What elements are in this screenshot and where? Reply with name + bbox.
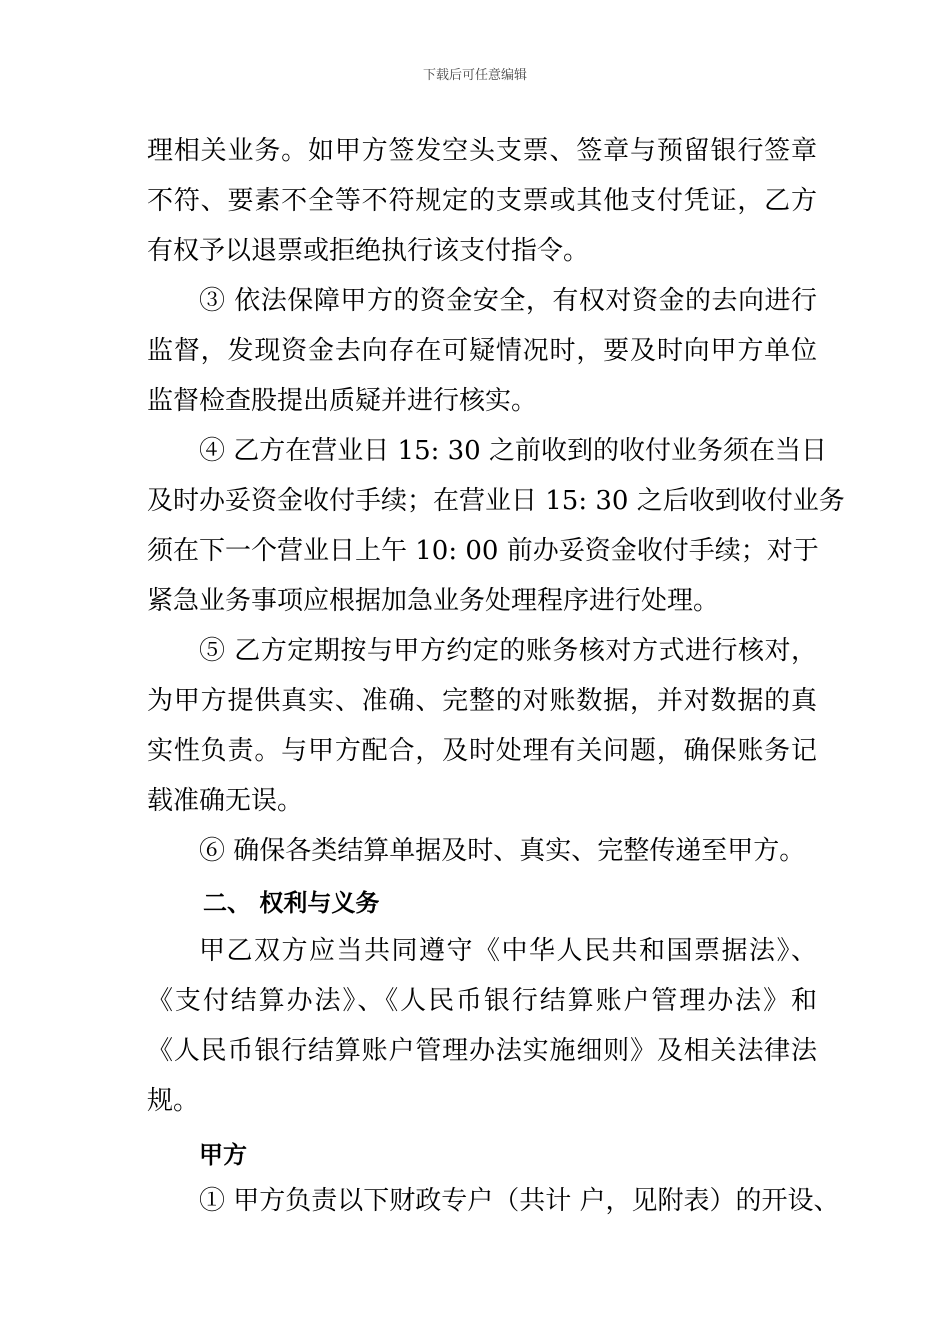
list-item-4-line: 紧急业务事项应根据加急业务处理程序进行处理。: [147, 586, 720, 616]
paragraph-line: 有权予以退票或拒绝执行该支付指令。: [147, 236, 590, 266]
document-body: [147, 126, 845, 1226]
list-item-4-line: 须在下一个营业日上午 10: 00 前办妥资金收付手续；对于: [147, 536, 819, 566]
list-item-6-line: ⑥ 确保各类结算单据及时、真实、完整传递至甲方。: [199, 836, 806, 866]
list-item-5-line: 为甲方提供真实、准确、完整的对账数据，并对数据的真: [147, 686, 817, 716]
laws-paragraph-line: 《支付结算办法》、《人民币银行结算账户管理办法》和: [147, 986, 817, 1016]
list-item-5-line: ⑤ 乙方定期按与甲方约定的账务核对方式进行核对，: [199, 636, 817, 666]
laws-paragraph-line: 甲乙双方应当共同遵守《中华人民共和国票据法》、: [199, 936, 817, 966]
list-item-5-line: 实性负责。与甲方配合，及时处理有关问题，确保账务记: [147, 736, 817, 766]
section-heading: 二、 权利与义务: [203, 889, 380, 917]
list-item-3-line: ③ 依法保障甲方的资金安全，有权对资金的去向进行: [199, 286, 817, 316]
list-item-5-line: 载准确无误。: [147, 786, 304, 816]
page-header: 下载后可任意编辑: [422, 68, 527, 83]
list-item-3-line: 监督检查股提出质疑并进行核实。: [147, 386, 538, 416]
laws-paragraph-line: 《人民币银行结算账户管理办法实施细则》及相关法律法: [147, 1036, 817, 1066]
party-a-heading: 甲方: [199, 1141, 247, 1169]
list-item-4-line: ④ 乙方在营业日 15: 30 之前收到的收付业务须在当日: [199, 436, 827, 466]
list-item-4-line: 及时办妥资金收付手续；在营业日 15: 30 之后收到收付业务: [147, 486, 845, 516]
list-item-3-line: 监督，发现资金去向存在可疑情况时，要及时向甲方单位: [147, 336, 817, 366]
list-item-1-line: ① 甲方负责以下财政专户（共计 户，见附表）的开设、: [199, 1186, 840, 1216]
laws-paragraph-line: 规。: [147, 1086, 200, 1116]
paragraph-line: 理相关业务。如甲方签发空头支票、签章与预留银行签章: [147, 136, 817, 166]
paragraph-line: 不符、要素不全等不符规定的支票或其他支付凭证，乙方: [147, 186, 817, 216]
